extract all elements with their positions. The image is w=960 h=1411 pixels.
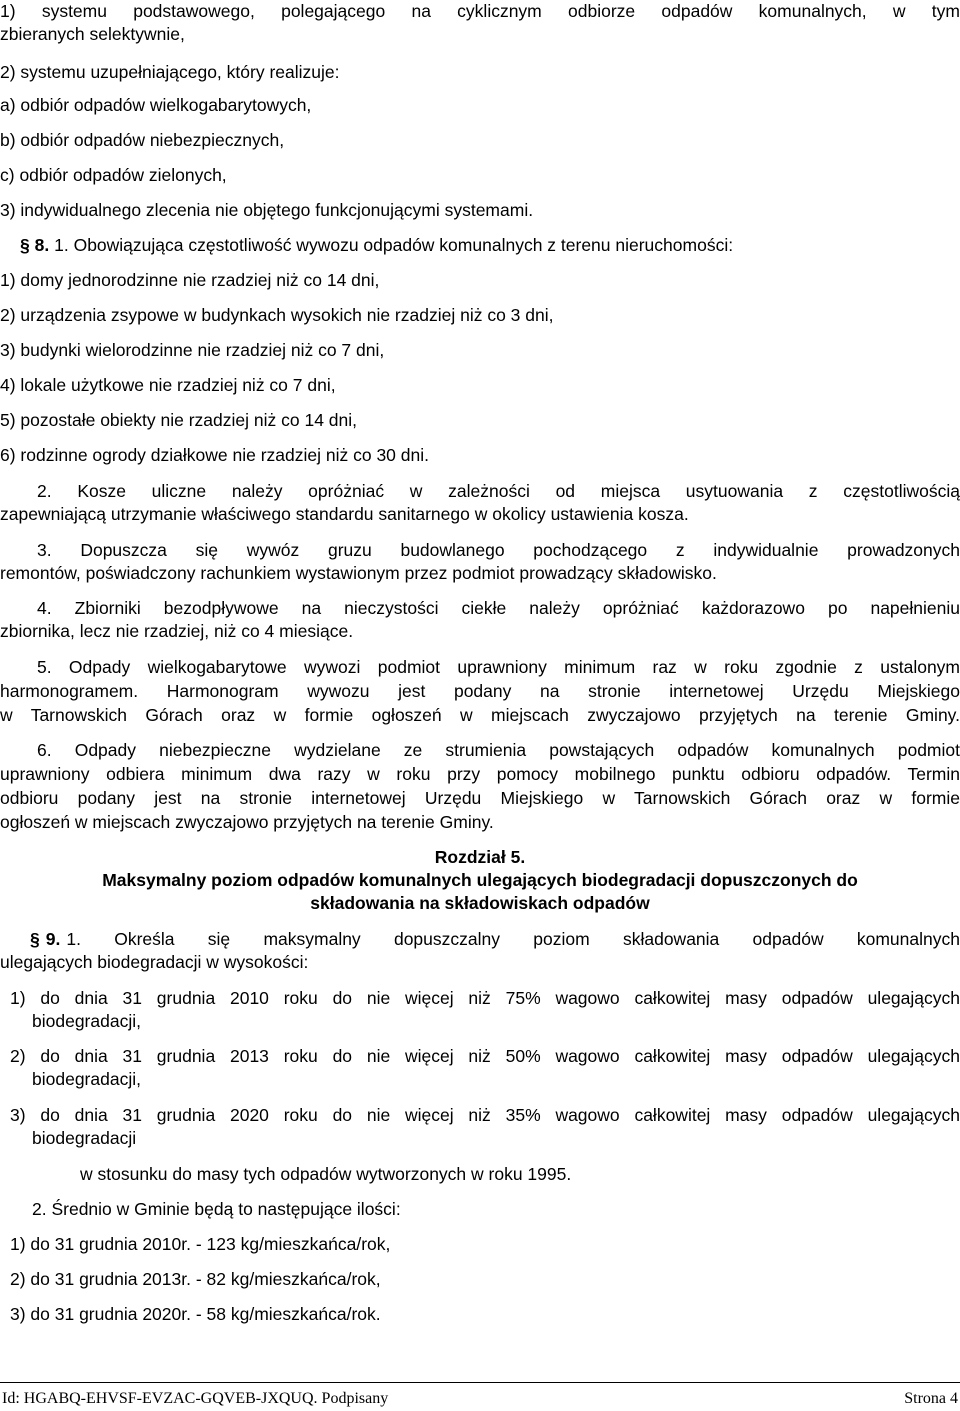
paragraph: 6. Odpady niebezpieczne wydzielane ze strumienia powstających odpadów komunalnych podmiot [37, 740, 960, 760]
paragraph: 3. Dopuszcza się wywóz gruzu budowlanego pochodzącego z indywidualnie prowadzonych [37, 540, 960, 560]
section-9-heading [30, 928, 960, 950]
paragraph-continuation: uprawniony odbiera minimum dwa razy w roku przy pomocy mobilnego punktu odbioru odpadów. Termin [0, 764, 960, 784]
section-symbol: § [20, 235, 30, 255]
chapter-title: Rozdział 5. [434, 847, 526, 867]
list-item: 6) rodzinne ogrody działkowe nie rzadziej niż co 30 dni. [0, 445, 429, 465]
chapter-subtitle: składowania na składowiskach odpadów [310, 893, 650, 913]
list-item: 5) pozostałe obiekty nie rzadziej niż co 14 dni, [0, 410, 358, 430]
paragraph-continuation: remontów, poświadczony rachunkiem wystawionym przez podmiot prowadzący składowisko. [0, 563, 717, 583]
section-number: 8. [34, 235, 50, 255]
list-item: c) odbiór odpadów zielonych, [0, 165, 227, 185]
paragraph: 2. Kosze uliczne należy opróżniać w zależności od miejsca usytuowania z częstotliwością [37, 481, 960, 501]
chapter-subtitle: Maksymalny poziom odpadów komunalnych ulegających biodegradacji dopuszczonych do [102, 870, 858, 890]
list-item: 4) lokale użytkowe nie rzadziej niż co 7 dni, [0, 375, 336, 395]
list-item: 1) do 31 grudnia 2010r. - 123 kg/mieszkańca/rok, [10, 1234, 391, 1254]
paragraph-text: Obowiązująca częstotliwość wywozu odpadów komunalnych z terenu nieruchomości: [73, 235, 734, 255]
reference-note: w stosunku do masy tych odpadów wytworzonych w roku 1995. [80, 1164, 572, 1184]
list-item-continuation: biodegradacji [32, 1128, 137, 1148]
section-symbol: § [30, 929, 40, 949]
paragraph: 2. Średnio w Gminie będą to następujące ilości: [32, 1199, 401, 1219]
list-item: 2) do dnia 31 grudnia 2013 roku do nie więcej niż 50% wagowo całkowitej masy odpadów ulegających [10, 1046, 960, 1066]
list-item: 2) do 31 grudnia 2013r. - 82 kg/mieszkańca/rok, [10, 1269, 381, 1289]
paragraph-continuation: zbiornika, lecz nie rzadziej, niż co 4 miesiące. [0, 621, 354, 641]
paragraph-continuation: ogłoszeń w miejscach zwyczajowo przyjętych na terenie Gminy. [0, 812, 494, 832]
list-item: 1) do dnia 31 grudnia 2010 roku do nie więcej niż 75% wagowo całkowitej masy odpadów ulegających [10, 988, 960, 1008]
list-item-continuation: zbieranych selektywnie, [0, 24, 185, 44]
paragraph: 5. Odpady wielkogabarytowe wywozi podmiot uprawniony minimum raz w roku zgodnie z ustalonym [37, 657, 960, 677]
section-number: 9. [45, 929, 61, 949]
list-item: 1) systemu podstawowego, polegającego na cyklicznym odbiorze odpadów komunalnych, w tym [0, 1, 960, 21]
list-item: a) odbiór odpadów wielkogabarytowych, [0, 95, 312, 115]
list-item-continuation: biodegradacji, [32, 1069, 141, 1089]
paragraph-continuation: harmonogramem. Harmonogram wywozu jest podany na stronie internetowej Urzędu Miejskiego [0, 681, 960, 701]
list-item: 2) urządzenia zsypowe w budynkach wysokich nie rzadziej niż co 3 dni, [0, 305, 554, 325]
paragraph-number: 1. [54, 235, 69, 255]
list-item: 3) do dnia 31 grudnia 2020 roku do nie więcej niż 35% wagowo całkowitej masy odpadów ulegających [10, 1105, 960, 1125]
paragraph-text: 1. Określa się maksymalny dopuszczalny poziom składowania odpadów komunalnych [66, 929, 960, 949]
paragraph-continuation: zapewniającą utrzymanie właściwego standardu sanitarnego w okolicy ustawienia kosza. [0, 504, 689, 524]
list-item: 3) indywidualnego zlecenia nie objętego funkcjonującymi systemami. [0, 200, 534, 220]
list-item-continuation: biodegradacji, [32, 1011, 141, 1031]
footer-divider [0, 1382, 960, 1383]
list-item: b) odbiór odpadów niebezpiecznych, [0, 130, 285, 150]
paragraph-continuation: w Tarnowskich Górach oraz w formie ogłoszeń w miejscach zwyczajowo przyjętych na terenie Gminy. [0, 705, 960, 725]
list-item: 3) budynki wielorodzinne nie rzadziej niż co 7 dni, [0, 340, 385, 360]
document-id: Id: HGABQ-EHVSF-EVZAC-GQVEB-JXQUQ. Podpisany [2, 1390, 389, 1407]
list-item: 1) domy jednorodzinne nie rzadziej niż co 14 dni, [0, 270, 380, 290]
page-number: Strona 4 [904, 1390, 958, 1407]
list-item: 2) systemu uzupełniającego, który realizuje: [0, 62, 340, 82]
section-8-heading [20, 234, 960, 256]
paragraph-continuation: odbioru podany jest na stronie internetowej Urzędu Miejskiego w Tarnowskich Górach oraz w formie [0, 788, 960, 808]
paragraph-continuation: ulegających biodegradacji w wysokości: [0, 952, 309, 972]
paragraph: 4. Zbiorniki bezodpływowe na nieczystości ciekłe należy opróżniać każdorazowo po napełnieniu [37, 598, 960, 618]
list-item: 3) do 31 grudnia 2020r. - 58 kg/mieszkańca/rok. [10, 1304, 381, 1324]
